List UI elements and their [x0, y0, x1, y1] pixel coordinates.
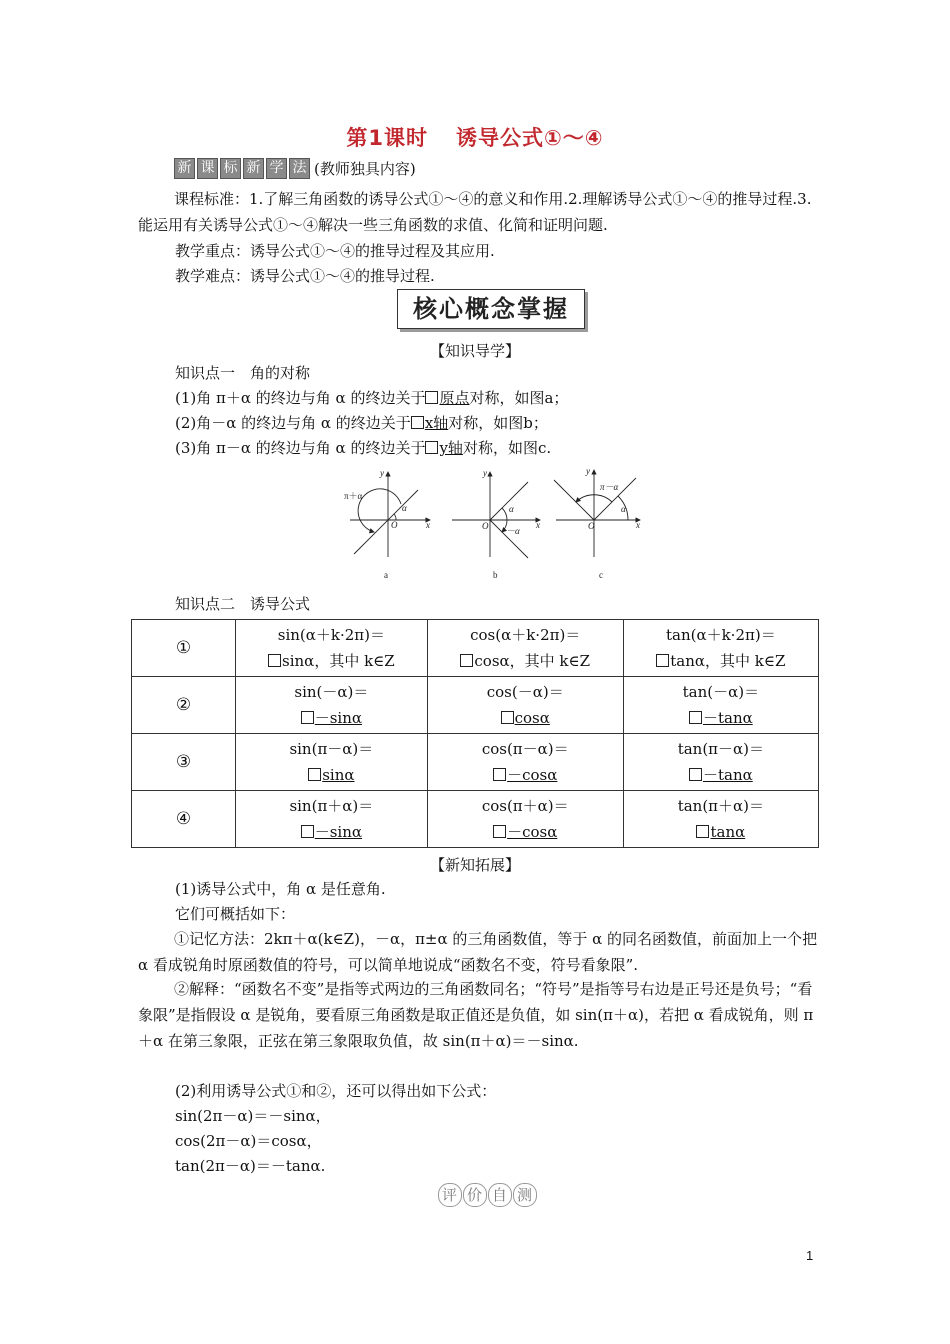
table-row — [132, 677, 819, 734]
blank-box — [308, 768, 321, 781]
origin-label: O — [391, 520, 398, 530]
table-cell — [236, 677, 428, 734]
text: x轴 — [424, 414, 449, 432]
formula-number: ④ — [132, 791, 236, 848]
angle-label-minus-alpha: －α — [506, 526, 520, 536]
alpha-label: α — [402, 503, 407, 513]
angle-label-pi-minus-alpha: π－α — [600, 482, 619, 492]
table-cell — [623, 734, 818, 791]
text: －sinα — [314, 823, 363, 841]
expand-paragraph-1: (1)诱导公式中，角 α 是任意角. — [175, 880, 386, 898]
text: 测 — [513, 1183, 537, 1207]
alpha-label: α — [621, 504, 626, 514]
text: tan(π＋α)＝ — [677, 797, 765, 815]
new-curriculum-badge — [174, 158, 416, 179]
y-axis-label: y — [483, 468, 487, 478]
table-row — [132, 791, 819, 848]
text: tan(－α)＝ — [682, 683, 760, 701]
alpha-label: α — [509, 504, 514, 514]
teaching-difficulty: 教学难点：诱导公式①～④的推导过程. — [175, 267, 435, 285]
cell-answer — [628, 648, 814, 674]
text: sin(α＋k·2π)＝ — [277, 626, 385, 644]
cell-answer — [432, 648, 619, 674]
x-axis-label: x — [536, 520, 540, 530]
badge-char: 课 — [197, 158, 218, 179]
text: －tanα — [702, 766, 753, 784]
blank-box — [689, 768, 702, 781]
angle-label-pi-plus-alpha: π＋α — [344, 491, 363, 501]
badge-char: 新 — [243, 158, 264, 179]
text: 对称，如图a； — [469, 389, 569, 407]
badge-char: 标 — [220, 158, 241, 179]
answer-origin — [425, 389, 469, 407]
figure-c — [554, 470, 640, 557]
title-lesson: 第1课时 — [346, 126, 429, 150]
figure-label-c: c — [599, 570, 603, 580]
text: 对称，如图b； — [448, 414, 548, 432]
cell-answer — [432, 819, 619, 845]
figure-label-b: b — [493, 570, 498, 580]
figure-b — [452, 472, 540, 558]
badge-char: 学 — [266, 158, 287, 179]
new-knowledge-heading: 【新知拓展】 — [429, 856, 520, 874]
blank-box — [501, 711, 514, 724]
page-title — [0, 122, 950, 152]
cell-answer — [240, 762, 423, 788]
text: sinα — [322, 766, 355, 784]
origin-label: O — [482, 521, 489, 531]
answer-x-axis — [411, 414, 448, 432]
cell-answer — [432, 762, 619, 788]
text: 对称，如图c. — [462, 439, 552, 457]
cell-answer — [628, 762, 814, 788]
blank-box — [425, 441, 438, 454]
cell-answer — [240, 648, 423, 674]
cell-answer — [432, 705, 619, 731]
symmetry-line-1 — [175, 387, 568, 408]
text: 自 — [488, 1183, 512, 1207]
knowledge-point-1-heading: 知识点一 角的对称 — [175, 364, 311, 382]
table-cell — [623, 677, 818, 734]
text: －sinα — [314, 709, 363, 727]
y-axis-label: y — [586, 466, 590, 476]
text: －tanα — [702, 709, 753, 727]
blank-box — [696, 825, 709, 838]
induction-formula-table — [131, 619, 819, 848]
blank-box — [268, 654, 281, 667]
text: cos(α＋k·2π)＝ — [470, 626, 581, 644]
text: cos(π－α)＝ — [481, 740, 569, 758]
x-axis-label: x — [426, 520, 430, 530]
formula-tan: tan(2π－α)＝－tanα. — [175, 1157, 326, 1175]
page-number: 1 — [806, 1248, 814, 1263]
figure-a — [350, 472, 430, 557]
knowledge-point-2-heading: 知识点二 诱导公式 — [175, 595, 311, 613]
table-cell — [427, 734, 623, 791]
table-cell — [427, 620, 623, 677]
text: tan(α＋k·2π)＝ — [665, 626, 776, 644]
table-cell — [427, 677, 623, 734]
blank-box — [301, 825, 314, 838]
angle-symmetry-diagrams — [330, 462, 650, 592]
text: cosα — [514, 709, 550, 727]
x-axis-label: x — [636, 520, 640, 530]
text: tanα，其中 k∈Z — [670, 652, 786, 670]
text: 评 — [438, 1183, 462, 1207]
table-cell — [623, 620, 818, 677]
text: sin(－α)＝ — [294, 683, 369, 701]
text: (3)角 π－α 的终边与角 α 的终边关于 — [175, 439, 426, 457]
text: 原点 — [439, 389, 470, 407]
text: －cosα — [507, 766, 558, 784]
table-row — [132, 734, 819, 791]
section-banner: 核心概念掌握 — [397, 289, 585, 329]
table-cell — [236, 734, 428, 791]
text: cos(π＋α)＝ — [481, 797, 569, 815]
formula-number: ③ — [132, 734, 236, 791]
title-topic: 诱导公式①～④ — [456, 126, 604, 150]
knowledge-guide-heading: 【知识导学】 — [429, 342, 520, 360]
formula-number: ① — [132, 620, 236, 677]
symmetry-line-2 — [175, 412, 548, 433]
symmetry-line-3 — [175, 437, 551, 458]
text: 价 — [463, 1183, 487, 1207]
text: cosα，其中 k∈Z — [474, 652, 591, 670]
formula-number: ② — [132, 677, 236, 734]
blank-box — [656, 654, 669, 667]
text: －cosα — [507, 823, 558, 841]
cell-answer — [628, 705, 814, 731]
teacher-note: (教师独具内容) — [314, 160, 416, 178]
y-axis-label: y — [380, 468, 384, 478]
memory-method: ①记忆方法：2kπ＋α(k∈Z)，－α，π±α 的三角函数值，等于 α 的同名函数值，前面加上一个把 α 看成锐角时原函数值的符号，可以简单地说成“函数名不变，符号看象限”. — [138, 930, 818, 974]
text: (2)角－α 的终边与角 α 的终边关于 — [175, 414, 411, 432]
expand-paragraph-2: 它们可概括如下： — [175, 905, 296, 923]
badge-char: 新 — [174, 158, 195, 179]
blank-box — [301, 711, 314, 724]
figure-label-a: a — [384, 570, 388, 580]
cell-answer — [240, 819, 423, 845]
text: sin(π－α)＝ — [289, 740, 374, 758]
text: sinα，其中 k∈Z — [282, 652, 395, 670]
course-standard: 课程标准：1.了解三角函数的诱导公式①～④的意义和作用.2.理解诱导公式①～④的推导过程.3.能运用有关诱导公式①～④解决一些三角函数的求值、化简和证明问题. — [138, 190, 812, 234]
cell-answer — [240, 705, 423, 731]
text: y轴 — [439, 439, 463, 457]
blank-box — [493, 768, 506, 781]
text: tanα — [710, 823, 746, 841]
expand-paragraph-5: (2)利用诱导公式①和②，还可以得出如下公式： — [175, 1082, 497, 1100]
formula-sin: sin(2π－α)＝－sinα， — [175, 1107, 331, 1125]
badge-char: 法 — [289, 158, 310, 179]
cell-answer — [628, 819, 814, 845]
explanation: ②解释：“函数名不变”是指等式两边的三角函数同名；“符号”是指等号右边是正号还是负号；“看象限”是指假设 α 是锐角，要看原三角函数是取正值还是负值，如 sin(π＋α)，若把 α 看成锐角，则 π＋α 在第三象限，正弦在第三象限取负值，故 sin(π＋α)＝－sinα. — [138, 980, 814, 1050]
origin-label: O — [588, 521, 595, 531]
blank-box — [689, 711, 702, 724]
formula-cos: cos(2π－α)＝cosα， — [175, 1132, 322, 1150]
blank-box — [460, 654, 473, 667]
answer-y-axis — [425, 439, 462, 457]
table-cell — [236, 620, 428, 677]
text: cos(－α)＝ — [486, 683, 564, 701]
blank-box — [493, 825, 506, 838]
teaching-key-point: 教学重点：诱导公式①～④的推导过程及其应用. — [175, 242, 495, 260]
text: (1)角 π＋α 的终边与角 α 的终边关于 — [175, 389, 426, 407]
table-cell — [623, 791, 818, 848]
text: tan(π－α)＝ — [677, 740, 765, 758]
table-cell — [427, 791, 623, 848]
self-assessment-badge — [438, 1183, 538, 1207]
table-row — [132, 620, 819, 677]
blank-box — [411, 416, 424, 429]
text: sin(π＋α)＝ — [289, 797, 374, 815]
table-cell — [236, 791, 428, 848]
blank-box — [425, 391, 438, 404]
